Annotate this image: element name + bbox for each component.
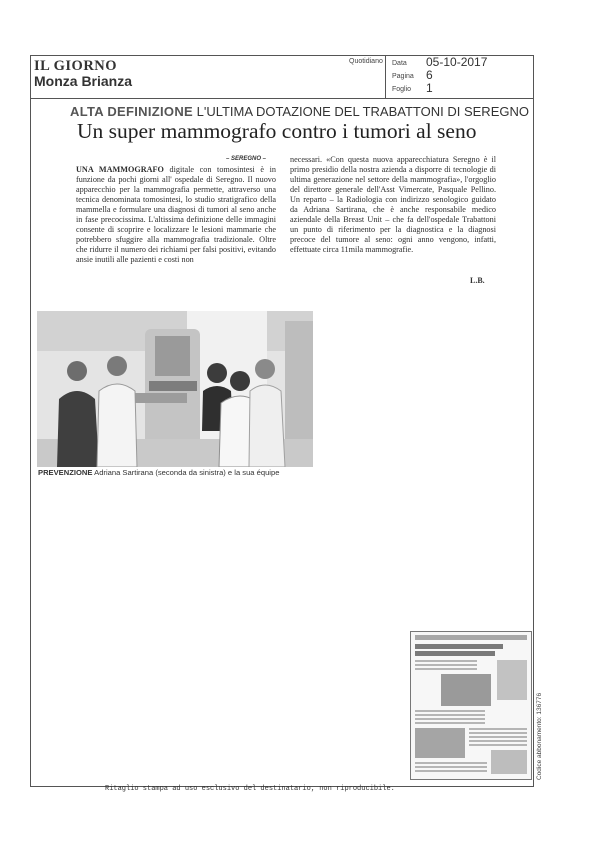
meta-value-date: 05-10-2017 xyxy=(426,55,488,69)
publication-type: Quotidiano xyxy=(349,58,383,65)
meta-value-sheet: 1 xyxy=(426,81,433,95)
caption-lead: PREVENZIONE xyxy=(38,468,93,477)
article-column-2 xyxy=(290,155,496,255)
article-headline: Un super mammografo contro i tumori al seno xyxy=(77,119,477,143)
meta-label-page: Pagina xyxy=(392,73,414,80)
column-1-text: digitale con tomosintesi è in funzione da pochi giorni all' ospedale di Seregno. Il nuovo apparecchio per la mammografia permette, attraverso una tecnica denominata tomosintesi, lo studio stratigrafico della mammella e formulare una diagnosi di tumori al seno anche in fase precocissima. L'altissima definizione delle immagini consente di scoprire e localizzare le lesioni mammarie che potrebbero sfuggire alla mammografia tradizionale. Oltre che ridurre il numero dei richiami per falsi positivi, evitando ansie inutili alle pazienti e costi non xyxy=(76,165,276,264)
author-signature: L.B. xyxy=(470,276,485,285)
newspaper-page-thumbnail xyxy=(411,632,531,779)
kicker-bold: ALTA DEFINIZIONE xyxy=(70,104,193,119)
photo-caption xyxy=(38,468,298,478)
meta-label-sheet: Foglio xyxy=(392,86,412,93)
article-column-1 xyxy=(76,165,276,265)
caption-text: Adriana Sartirana (seconda da sinistra) e la sua équipe xyxy=(92,468,280,477)
meta-value-page: 6 xyxy=(426,68,433,82)
article-dateline: – SEREGNO – xyxy=(226,156,267,162)
article-photo xyxy=(37,311,313,467)
page-thumbnail xyxy=(410,631,532,780)
header-rule xyxy=(30,98,534,99)
header-separator xyxy=(385,56,386,98)
column-2-text: necessari. «Con questa nuova apparecchiatura Seregno è il primo presidio della nostra azienda a disporre di tecnologie di ultima generazione nel settore della mammografia», l'orgoglio del direttore generale dell'Asst Vimercate, Pasquale Pellino. Un reparto – la Radiologia con indirizzo senologico guidato da Adriana Sartirana, che è anche responsabile medico aziendale della Breast Unit – che fa dell'ospedale Trabattoni un punto di riferimento per la diagnostica e la diagnosi precoce del tumore al seno: ogni anno vengono, infatti, effettuate circa 11mila mammografie. xyxy=(290,155,496,254)
newspaper-masthead: IL GIORNO xyxy=(34,58,118,74)
meta-label-date: Data xyxy=(392,60,407,67)
kicker-text: L'ULTIMA DOTAZIONE DEL TRABATTONI DI SEREGNO xyxy=(196,104,529,119)
copyright-notice: Ritaglio stampa ad uso esclusivo del destinatario, non riproducibile. xyxy=(105,785,395,793)
article-kicker xyxy=(70,104,529,119)
lead-word: UNA MAMMOGRAFO xyxy=(76,165,164,174)
subscription-code: Codice abbonamento: 136776 xyxy=(536,692,543,780)
photo-illustration xyxy=(37,311,313,467)
newspaper-edition: Monza Brianza xyxy=(34,73,133,89)
